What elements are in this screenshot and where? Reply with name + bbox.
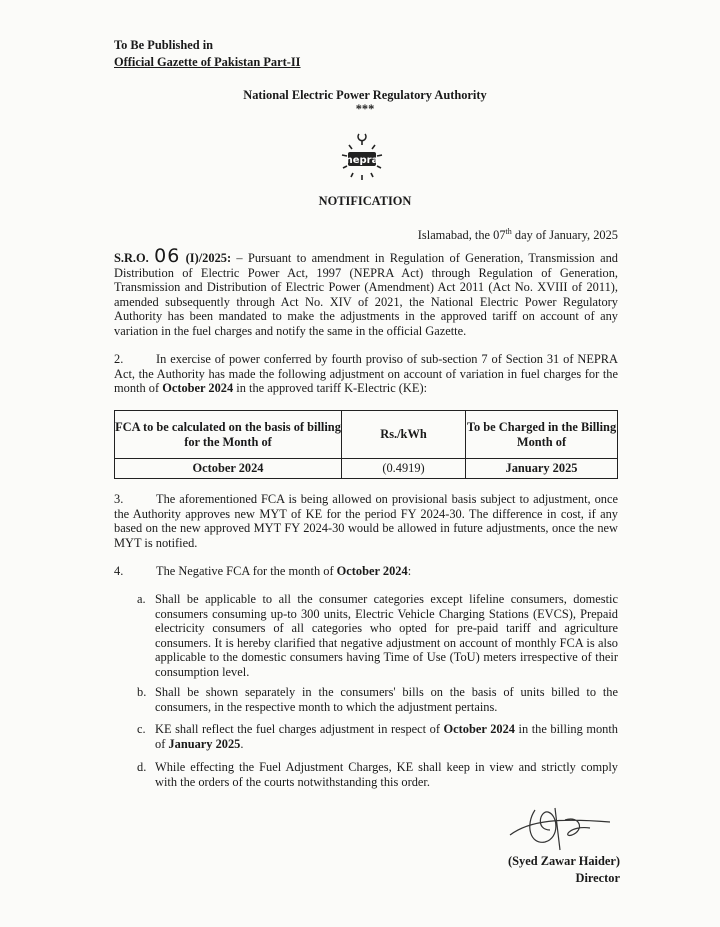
item-bold: October 2024 [443,722,515,736]
notification-title: NOTIFICATION [318,194,412,208]
table-cell: October 2024 [115,459,342,479]
sro-prefix: S.R.O. [114,251,149,265]
table-header: FCA to be calculated on the basis of billing for the Month of [115,411,342,459]
gazette-header [114,38,618,69]
item-letter: d. [137,760,147,774]
item-letter: a. [137,592,146,606]
para-bold: October 2024 [162,381,234,396]
item-text: Shall be shown separately in the consumers' bills on the basis of units billed to the consumers, in the respective month to which the adjustment pertains. [155,685,618,714]
item-text: in the billing month of [155,722,618,751]
table-header-row [115,411,618,459]
paragraph-3 [114,492,618,550]
para-number: 2. [114,352,124,366]
sro-text: – Pursuant to amendment in Regulation of Generation, Transmission and Distribution of Electric Power Act, 1997 (NEPRA Act) through Regulation of Generation, Transmission and Distribution of Electric Power (Amendment) Act 2011 (Act No. XVIII of 2011), amended subsequently through Act No. XIV of 2021, the National Electric Power Regulatory Authority has been mandated to make the adjustments in the approved tariff on account of any variation in the fuel charges and notify the same in the official Gazette. [114,251,618,338]
sub-item-c [137,722,618,751]
gazette-line1: To Be Published in [114,38,214,52]
stars: *** [355,102,375,116]
signature [500,800,620,859]
fca-table [114,410,618,479]
item-letter: c. [137,722,146,736]
gazette-line2: Official Gazette of Pakistan Part-II [114,54,301,69]
item-text: . [240,736,244,751]
sub-item-d [137,760,618,789]
sro-paragraph [114,245,618,339]
date-line: Islamabad, the 07th day of January, 2025 [417,227,618,243]
sro-suffix: (I)/2025: [185,251,232,265]
table-row [115,459,618,479]
para-text: The Negative FCA for the month of [156,564,337,578]
table-header: To be Charged in the Billing Month of [466,411,618,459]
item-text: KE shall reflect the fuel charges adjustment in respect of [155,722,444,736]
para-number: 4. [114,564,124,578]
authority-name: National Electric Power Regulatory Authority [243,88,487,102]
sub-item-a [137,592,618,680]
paragraph-4: 4. The Negative FCA for the month of October 2024: [114,564,412,578]
para-number: 3. [114,492,124,506]
item-text: Shall be applicable to all the consumer categories except lifeline consumers, domestic consumers consuming up-to 300 units, Electric Vehicle Charging Stations (EVCS), Prepaid electricity consumers of all categories who opted for pre-paid tariff and agriculture consumers. It is hereby clarified that negative adjustment on account of monthly FCA is also applicable to the domestic consumers having Time of Use (ToU) meters irrespective of their consumption level. [155,592,618,679]
svg-text:nepra: nepra [345,155,379,166]
table-cell: (0.4919) [342,459,466,479]
para-text: The aforementioned FCA is being allowed on provisional basis subject to adjustment, once the Authority approves new MYT of KE for the period FY 2024-30. The difference in cost, if any based on the new approved MYT FY 2024-30 would be allowed in future adjustments, once the new MYT is notified. [114,492,618,550]
paragraph-2 [114,352,618,396]
item-text: While effecting the Fuel Adjustment Charges, KE shall keep in view and strictly comply with the orders of the courts notwithstanding this order. [155,760,618,789]
para-bold: October 2024 [336,564,408,578]
para-text: In exercise of power conferred by fourth proviso of sub-section 7 of Section 31 of NEPRA Act, the Authority has made the following adjustment on account of variation in fuel charges for the month of [114,352,618,396]
signatory-designation: Director [575,871,620,885]
table-cell: January 2025 [466,459,618,479]
nepra-logo [335,128,389,184]
sro-number: 06 [154,245,181,267]
signatory-name: (Syed Zawar Haider) [508,854,620,868]
item-letter: b. [137,685,147,699]
para-text: in the approved tariff K-Electric (KE): [233,381,428,396]
sub-item-b [137,685,618,714]
table-header: Rs./kWh [342,411,466,459]
item-bold: January 2025 [168,736,241,751]
